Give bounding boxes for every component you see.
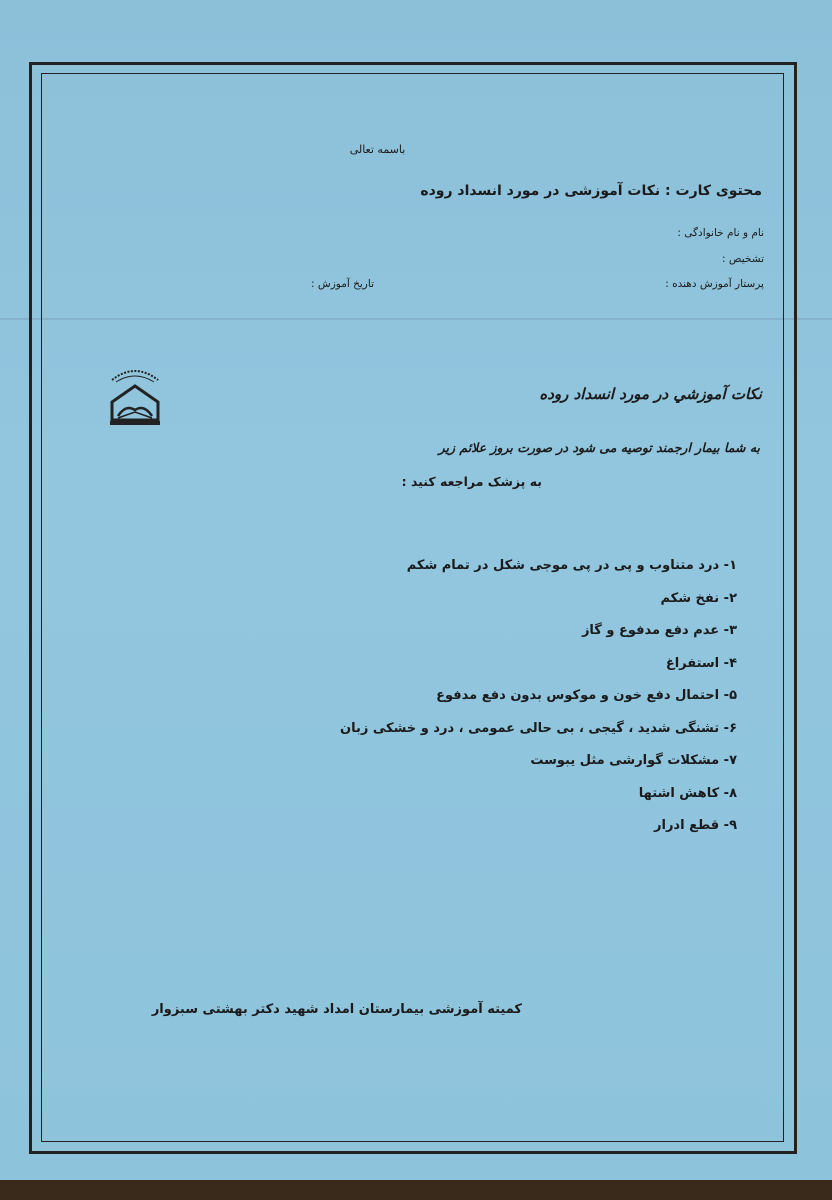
- nurse-field-label: پرستار آموزش دهنده :: [665, 278, 764, 290]
- list-item: ۱- درد متناوب و پی در پی موجی شکل در تمام شکم: [406, 558, 737, 573]
- date-field-label: تاریخ آموزش :: [311, 278, 374, 290]
- diagnosis-field-label: تشخیص :: [722, 253, 764, 265]
- list-item: ۷- مشکلات گوارشی مثل یبوست: [530, 753, 737, 768]
- university-book-emblem-icon: [106, 366, 164, 428]
- list-item: ۳- عدم دفع مدفوع و گاز: [581, 623, 737, 638]
- advice-line-1: به شما بیمار ارجمند توصیه می شود در صورت بروز علائم زیر: [438, 440, 760, 455]
- list-item: ۵- احتمال دفع خون و موکوس بدون دفع مدفوع: [436, 688, 737, 703]
- advice-line-2: به پزشک مراجعه کنید :: [401, 474, 542, 489]
- committee-footer: کمیته آموزشی بیمارستان امداد شهید دکتر بهشتی سبزوار: [151, 1002, 522, 1017]
- list-item: ۲- نفخ شکم: [660, 590, 737, 606]
- symptom-list: [177, 550, 737, 843]
- list-item: ۹- قطع ادرار: [654, 818, 737, 833]
- section-heading: نکات آموزشي در مورد انسداد روده: [539, 385, 762, 403]
- name-field-label: نام و نام خانوادگی :: [677, 227, 764, 239]
- list-item: ۸- کاهش اشتها: [638, 785, 737, 801]
- basmala: باسمه تعالی: [349, 143, 406, 156]
- card-title: محتوی کارت : نکات آموزشی در مورد انسداد روده: [420, 183, 762, 199]
- list-item: ۴- استفراغ: [665, 655, 737, 671]
- scan-bottom-edge: [0, 1180, 832, 1200]
- list-item: ۶- تشنگی شدید ، گیجی ، بی حالی عمومی ، درد و خشکی زبان: [339, 720, 737, 736]
